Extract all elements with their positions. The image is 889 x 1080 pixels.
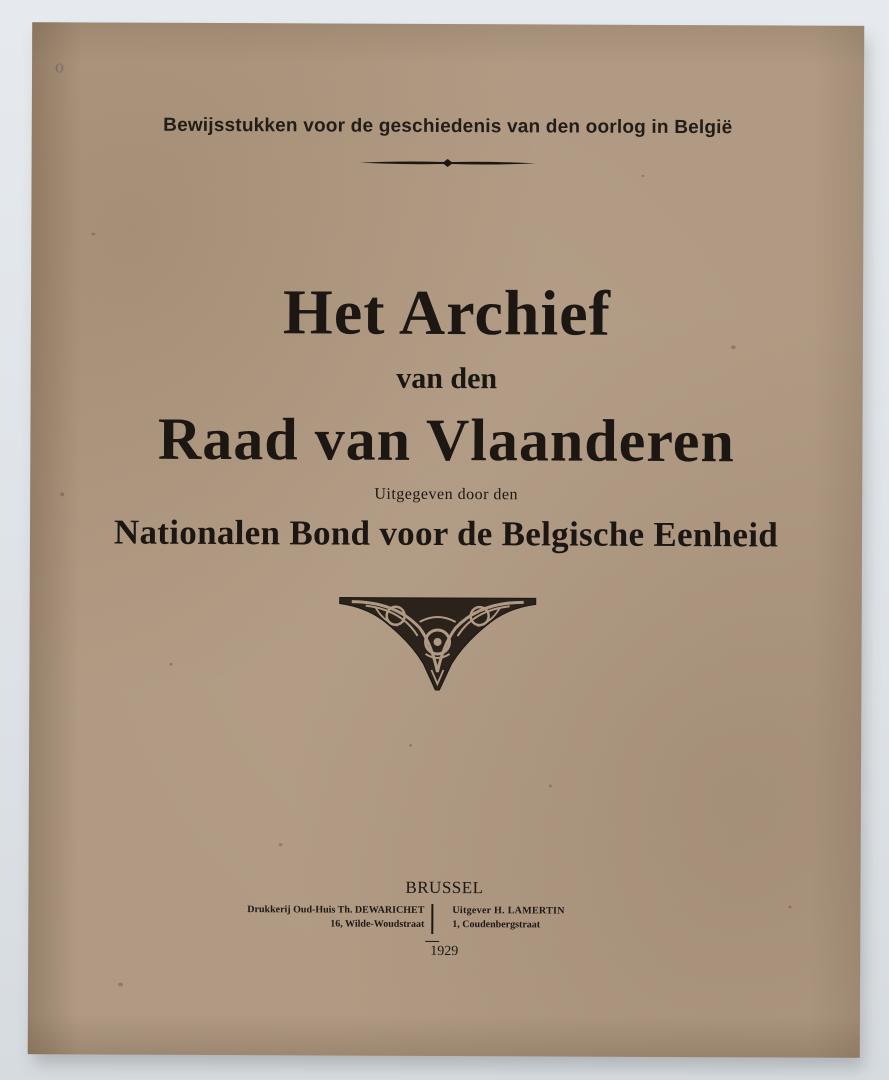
title-line-3: Raad van Vlaanderen bbox=[157, 405, 736, 475]
year-rule bbox=[425, 941, 439, 942]
book-cover bbox=[28, 22, 864, 1058]
title-line-1: Het Archief bbox=[282, 276, 612, 349]
publisher-imprint-name: Uitgever H. LAMERTIN bbox=[452, 905, 565, 917]
decorative-rule-icon bbox=[358, 156, 538, 171]
publisher-intro: Uitgegeven door den bbox=[374, 485, 519, 504]
printed-content bbox=[28, 22, 864, 1058]
series-line: Bewijsstukken voor de geschiedenis van den oorlog in België bbox=[163, 114, 733, 139]
imprint-divider bbox=[431, 904, 433, 934]
printer-address: 16, Wilde-Woudstraat bbox=[330, 918, 425, 930]
pencil-mark-icon: ℴ bbox=[52, 51, 66, 78]
publisher-name: Nationalen Bond voor de Belgische Eenheid bbox=[113, 512, 779, 555]
publication-year: 1929 bbox=[430, 943, 459, 960]
city: BRUSSEL bbox=[405, 877, 484, 898]
printer-imprint bbox=[198, 903, 424, 932]
publisher-imprint-address: 1, Coudenbergstraat bbox=[452, 919, 541, 931]
title-line-2: van den bbox=[396, 361, 498, 396]
printer-name: Drukkerij Oud-Huis Th. DEWARICHET bbox=[247, 904, 425, 916]
publisher-imprint bbox=[452, 904, 682, 933]
celtic-knot-ornament-icon bbox=[335, 592, 539, 697]
